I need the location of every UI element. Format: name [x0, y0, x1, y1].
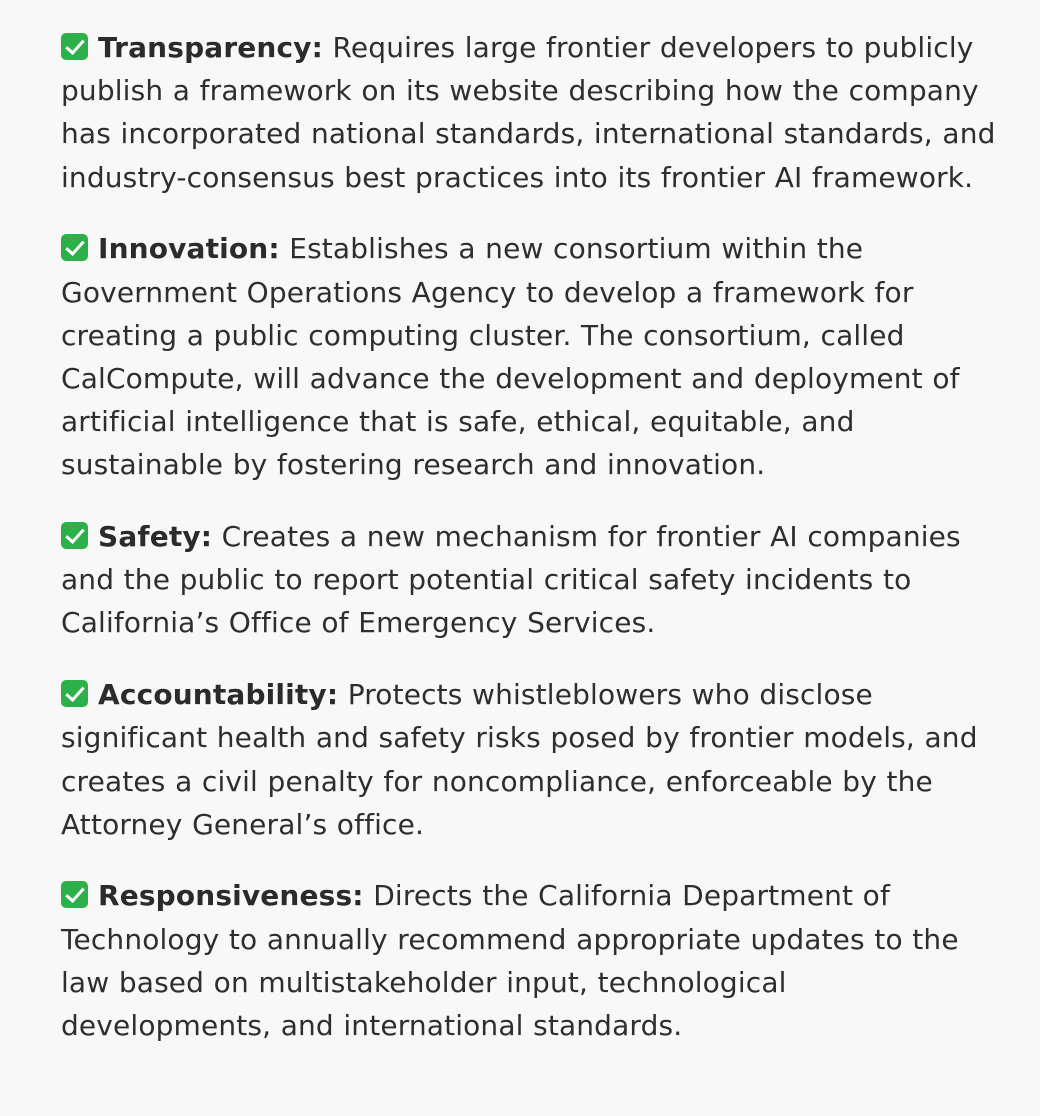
check-mark-icon — [61, 522, 88, 549]
highlight-accountability — [61, 673, 1001, 846]
check-mark-icon — [61, 33, 88, 60]
highlight-safety — [61, 515, 1001, 645]
highlight-text: Requires large frontier developers to publicly publish a framework on its website describing how the company has incorporated national standards, international standards, and industry-consensus best practices into its frontier AI framework. — [61, 31, 996, 194]
highlight-innovation — [61, 227, 1001, 486]
check-mark-icon — [61, 680, 88, 707]
highlight-label: Safety: — [98, 520, 213, 554]
highlight-transparency — [61, 26, 1001, 199]
highlight-text: Establishes a new consortium within the Government Operations Agency to develop a framework for creating a public computing cluster. The consortium, called CalCompute, will advance the development and deployment of artificial intelligence that is safe, ethical, equitable, and sustainable by fostering research and innovation. — [61, 232, 960, 482]
highlight-label: Responsiveness: — [98, 879, 364, 913]
check-mark-icon — [61, 881, 88, 908]
highlight-label: Transparency: — [98, 31, 323, 64]
highlight-label: Accountability: — [98, 678, 339, 712]
highlight-responsiveness — [61, 874, 1001, 1047]
check-mark-icon — [61, 234, 88, 261]
highlight-text: Protects whistleblowers who disclose significant health and safety risks posed by frontier models, and creates a civil penalty for noncompliance, enforceable by the Attorney General’s office. — [61, 678, 978, 841]
highlight-text: Directs the California Department of Technology to annually recommend appropriate updates to the law based on multistakeholder input, technological developments, and international standards. — [61, 879, 959, 1043]
highlight-label: Innovation: — [98, 232, 280, 266]
highlight-text: Creates a new mechanism for frontier AI companies and the public to report potential critical safety incidents to California’s Office of Emergency Services. — [61, 520, 961, 640]
bill-highlights-list — [61, 26, 1001, 1076]
